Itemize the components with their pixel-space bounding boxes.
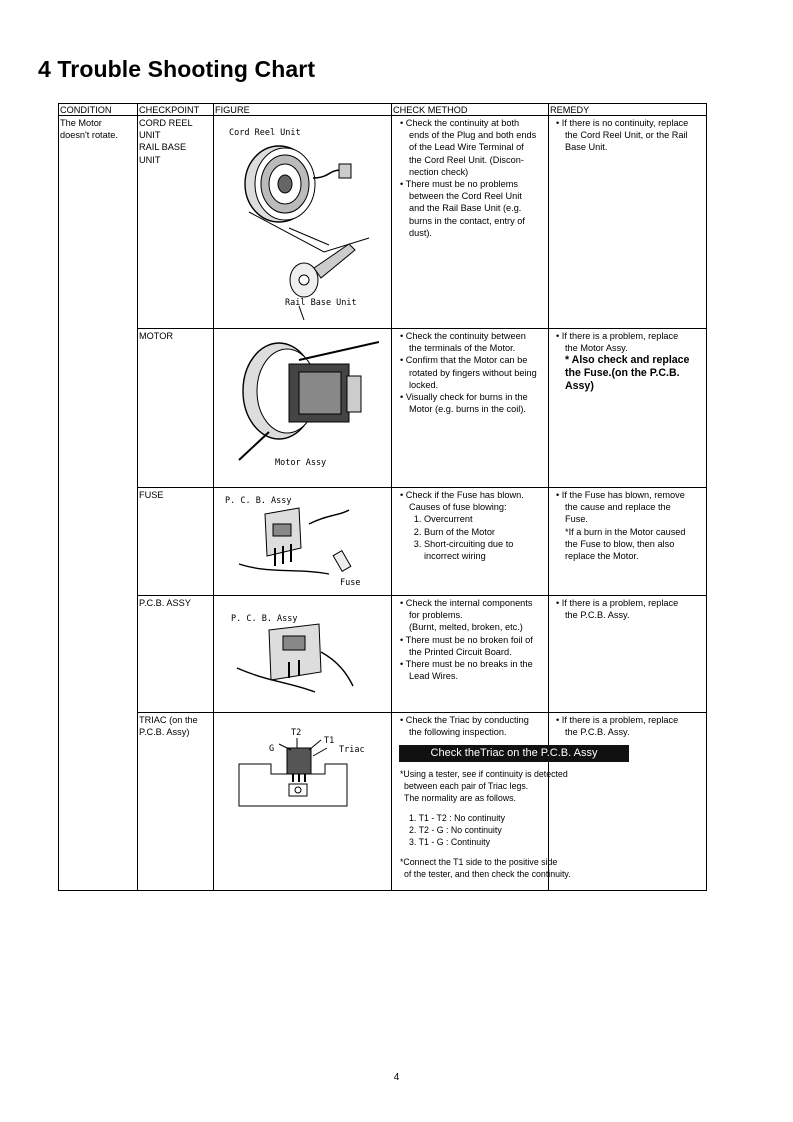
remedy-motor: • If there is a problem, replace the Motor Assy. * Also check and replace the Fuse.(on the P.C.B. Assy) (556, 330, 706, 393)
checkpoint-motor: MOTOR (139, 331, 174, 341)
page-title: 4 Trouble Shooting Chart (38, 56, 316, 82)
checkpoint-triac: TRIAC (on the P.C.B. Assy) (139, 715, 198, 738)
triac-result: 3. T1 - G : Continuity (409, 837, 490, 847)
fig-label-pcb-assy: P. C. B. Assy (225, 496, 292, 506)
fuse-figure (229, 504, 379, 584)
method-fuse: • Check if the Fuse has blown. Causes of fuse blowing: 1. Overcurrent 2. Burn of the Motor 3. Short-circuiting due to incorrect wiring (400, 489, 546, 562)
condition-cell: The Motor doesn't rotate. (60, 118, 118, 141)
header-figure: FIGURE (215, 105, 250, 115)
header-remedy: REMEDY (550, 105, 590, 115)
header-check-method: CHECK METHOD (393, 105, 468, 115)
triac-result: 1. T1 - T2 : No continuity (409, 813, 505, 823)
fig-label-g: G (269, 744, 275, 754)
trouble-shooting-table (58, 103, 707, 891)
fig-label-pcb: P. C. B. Assy (231, 614, 298, 624)
fig-label-t1: T1 (324, 736, 335, 746)
method-motor: • Check the continuity between the terminals of the Motor. • Confirm that the Motor can be rotated by fingers without being locked. • Visually check for burns in the Motor (e.g. burns in the coil). (400, 330, 546, 415)
header-checkpoint: CHECKPOINT (139, 105, 200, 115)
method-item: • There must be no problems between the Cord Reel Unit and the Rail Base Unit (e.g. burns in the contact, entry of dust). (400, 178, 546, 239)
checkpoint-cord-reel: CORD REEL UNIT RAIL BASE UNIT (139, 118, 193, 165)
method-pcb: • Check the internal components for problems. (Burnt, melted, broken, etc.) • There must be no broken foil of the Printed Circuit Board. • There must be no breaks in the Lead Wires. (400, 597, 546, 682)
pcb-figure (229, 622, 379, 702)
cord-reel-figure (229, 140, 379, 320)
fig-label-motor: Motor Assy (275, 458, 327, 468)
triac-notes: *Using a tester, see if continuity is detected between each pair of Triac legs. The normality are as follows. 1. T1 - T2 : No continuity 2. T2 - G : No continuity 3. T1 - G : Continuity *Connect the T1 side to the positive side of the tester, and then check the continuity. (400, 769, 571, 879)
method-triac: • Check the Triac by conducting the following inspection. (400, 714, 546, 738)
remedy-fuse: • If the Fuse has blown, remove the cause and replace the Fuse. *If a burn in the Motor caused the Fuse to blow, then also replace the Motor. (556, 489, 706, 562)
fig-label-rail-base: Rail Base Unit (285, 298, 357, 308)
method-cord-reel (400, 117, 546, 239)
fig-label-triac: Triac (339, 745, 365, 755)
fig-label-fuse: Fuse (340, 578, 361, 588)
remedy-pcb: • If there is a problem, replace the P.C.B. Assy. (556, 597, 706, 621)
remedy-triac: • If there is a problem, replace the P.C.B. Assy. (556, 714, 706, 738)
fig-label-cord-reel: Cord Reel Unit (229, 128, 301, 138)
triac-figure (235, 736, 355, 811)
checkpoint-fuse: FUSE (139, 490, 164, 500)
remedy-cord-reel: • If there is no continuity, replace the Cord Reel Unit, or the Rail Base Unit. (556, 117, 706, 154)
method-item: • Check the continuity at both ends of the Plug and both ends of the Lead Wire Terminal of the Cord Reel Unit. (Discon- nection check) (400, 117, 546, 178)
header-condition: CONDITION (60, 105, 112, 115)
page-number: 4 (393, 1072, 400, 1083)
triac-result: 2. T2 - G : No continuity (409, 825, 502, 835)
fig-label-t2: T2 (291, 728, 302, 738)
triac-check-banner: Check theTriac on the P.C.B. Assy (399, 745, 629, 762)
motor-figure (229, 336, 379, 461)
checkpoint-pcb: P.C.B. ASSY (139, 598, 191, 608)
